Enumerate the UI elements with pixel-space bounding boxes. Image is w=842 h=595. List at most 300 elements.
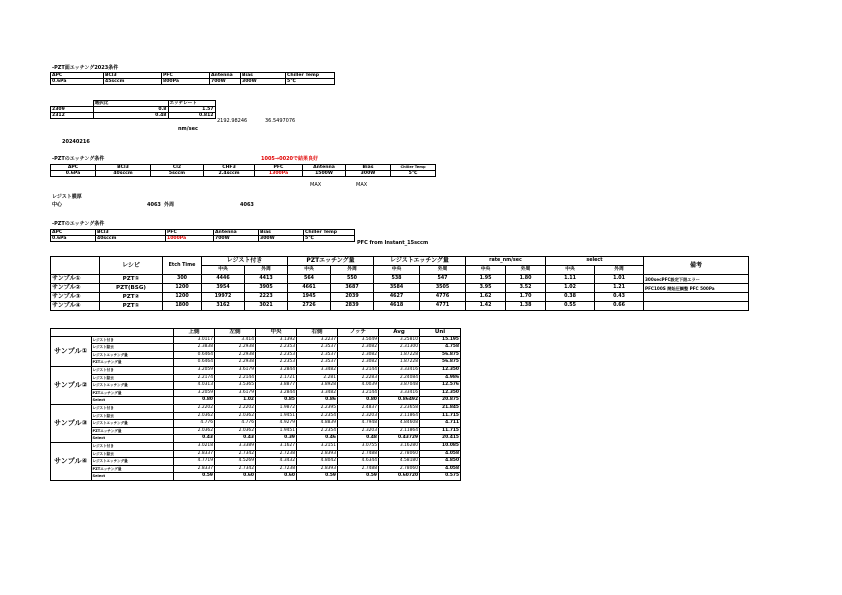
value-cell: 1.9451 <box>256 427 297 435</box>
cell: PZT(BSG) <box>100 284 163 293</box>
cell: 300W <box>259 236 304 242</box>
value-cell: 4.711 <box>420 420 461 428</box>
value-cell: 2.11864 <box>379 427 420 435</box>
cell: 4413 <box>245 275 288 284</box>
value-cell: 2.1721 <box>256 374 297 382</box>
cell: CHF3 <box>204 165 255 171</box>
header-etch-time: Etch Time <box>163 257 202 275</box>
value-cell: 2.0362 <box>215 412 256 420</box>
header-cell: 上側 <box>174 329 215 337</box>
measurement-row <box>51 412 461 420</box>
cell: 2309 <box>51 107 94 113</box>
block4-note: PFC from Instant_15sccm <box>357 240 429 246</box>
cell: 3021 <box>245 302 288 311</box>
value-cell: 0.86 <box>297 397 338 405</box>
measurement-row <box>51 465 461 473</box>
row-label: レジストエッチング量 <box>91 458 174 466</box>
header-cell: 左側 <box>215 329 256 337</box>
row-label: レジストエッチング量 <box>91 351 174 359</box>
value-cell: 10.085 <box>420 442 461 450</box>
cell: 選択比 <box>93 101 168 107</box>
cell: 3.95 <box>466 284 506 293</box>
value-cell: 3.1392 <box>256 336 297 344</box>
value-cell: 3.16280 <box>379 442 420 450</box>
cell: PFC <box>166 230 214 236</box>
header-group: rate_nm/sec <box>466 257 546 266</box>
cell: 中央 <box>546 266 595 275</box>
max-label-2: MAX <box>356 182 368 188</box>
value-cell: 4.84608 <box>379 420 420 428</box>
value-cell: 3.5365 <box>215 382 256 390</box>
cell: PZT① <box>100 302 163 311</box>
header-group: select <box>546 257 644 266</box>
block2-table <box>50 100 216 119</box>
value-cell: 0.575 <box>420 473 461 481</box>
cell: Chiller Temp <box>304 230 355 236</box>
cell <box>644 293 749 302</box>
side-value-1: 2192.98246 <box>217 118 248 124</box>
cell: 0.812 <box>168 113 215 119</box>
value-cell: 2.2202 <box>174 404 215 412</box>
cell <box>91 329 174 337</box>
cell: 45sccm <box>104 79 162 85</box>
value-cell: 0.6464 <box>174 351 215 359</box>
header-cell: Uni <box>420 329 461 337</box>
cell: 1.80 <box>506 275 546 284</box>
cell: サンプル① <box>51 275 100 284</box>
value-cell: 3.5049 <box>338 336 379 344</box>
cell: 0.6Pa <box>51 79 104 85</box>
cell: 3505 <box>420 284 466 293</box>
cell: 2312 <box>51 113 94 119</box>
block1-table <box>50 72 335 85</box>
value-cell: 2.8393 <box>297 465 338 473</box>
value-cell: 2.2354 <box>297 427 338 435</box>
row-label: Select <box>91 435 174 443</box>
value-cell: 2.8393 <box>297 450 338 458</box>
cell: 300W <box>346 171 391 177</box>
cell: 1200 <box>163 293 202 302</box>
cell <box>51 257 100 275</box>
cell: PZT② <box>100 293 163 302</box>
value-cell: 2.7342 <box>215 465 256 473</box>
value-cell: 2.3838 <box>174 344 215 352</box>
cell: 5℃ <box>286 79 335 85</box>
cell: 4618 <box>374 302 420 311</box>
value-cell: 0.39 <box>256 435 297 443</box>
value-cell: 15.195 <box>420 336 461 344</box>
cell: 0.55 <box>546 302 595 311</box>
value-cell: 3.33416 <box>379 389 420 397</box>
cell: 0.66 <box>595 302 644 311</box>
value-cell: 4.9279 <box>256 420 297 428</box>
value-cell: 2.281 <box>297 374 338 382</box>
row-label: レジスト付き <box>91 404 174 412</box>
value-cell: 3.0755 <box>338 442 379 450</box>
value-cell: 0.43 <box>215 435 256 443</box>
value-cell: 2.8337 <box>174 450 215 458</box>
value-cell: 3.8928 <box>297 382 338 390</box>
cell: 2039 <box>331 293 374 302</box>
block3-table <box>50 164 436 177</box>
value-cell: 3.414 <box>215 336 256 344</box>
cell: Cl2 <box>151 165 204 171</box>
measurement-body <box>51 336 461 480</box>
cell: 1.11 <box>546 275 595 284</box>
summary-row <box>51 302 749 311</box>
value-cell: 1.87228 <box>379 351 420 359</box>
side-value-2: 36.5497076 <box>265 118 296 124</box>
value-cell: 4.986 <box>420 374 461 382</box>
cell: サンプル② <box>51 284 100 293</box>
cell: 中央 <box>288 266 331 275</box>
value-cell: 2.7342 <box>215 450 256 458</box>
cell: Bias <box>346 165 391 171</box>
value-cell: 21.845 <box>420 404 461 412</box>
summary-row <box>51 293 749 302</box>
cell: 0.6Pa <box>51 236 96 242</box>
value-cell: 1.9872 <box>256 404 297 412</box>
cell: 700W <box>214 236 259 242</box>
cell: Bias <box>241 73 286 79</box>
cell: 4661 <box>288 284 331 293</box>
cell: 2726 <box>288 302 331 311</box>
cell: 外周 <box>331 266 374 275</box>
cell: 564 <box>288 275 331 284</box>
summary-table <box>50 256 749 311</box>
cell: 1.62 <box>466 293 506 302</box>
header-group: PZTエッチング量 <box>288 257 374 266</box>
value-cell: 2.2353 <box>256 351 297 359</box>
row-label: Select <box>91 397 174 405</box>
value-cell: 2.11864 <box>379 412 420 420</box>
cell: 5℃ <box>391 171 436 177</box>
cell: 4776 <box>420 293 466 302</box>
cell: 1.01 <box>595 275 644 284</box>
value-cell: 12.350 <box>420 389 461 397</box>
cell: Antenna <box>210 73 241 79</box>
value-cell: 0.59 <box>338 473 379 481</box>
value-cell: 3.2059 <box>174 366 215 374</box>
cell: 0.8 <box>93 107 168 113</box>
cell: 0.6Pa <box>51 171 96 177</box>
cell: 外周 <box>506 266 546 275</box>
value-cell: 0.48 <box>338 435 379 443</box>
cell: 1800 <box>163 302 202 311</box>
value-cell: 4.58180 <box>379 458 420 466</box>
value-cell: 2.2174 <box>174 374 215 382</box>
max-label-1: MAX <box>310 182 322 188</box>
value-cell: 2.0362 <box>215 427 256 435</box>
measurement-row <box>51 473 461 481</box>
row-label: PZTエッチング量 <box>91 465 174 473</box>
value-cell: 4.3432 <box>256 458 297 466</box>
cell: 2223 <box>245 293 288 302</box>
measurement-row <box>51 404 461 412</box>
cell: サンプル④ <box>51 302 100 311</box>
cell: エッチレート <box>168 101 215 107</box>
measurement-row <box>51 382 461 390</box>
value-cell: 3.33416 <box>379 366 420 374</box>
cell: サンプル③ <box>51 293 100 302</box>
value-cell: 0.46 <box>297 435 338 443</box>
value-cell: 2.7238 <box>256 465 297 473</box>
row-label: PZTエッチング量 <box>91 359 174 367</box>
cell: 700W <box>210 79 241 85</box>
cell: 中央 <box>466 266 506 275</box>
value-cell: 0.43 <box>174 435 215 443</box>
cell <box>51 329 92 337</box>
value-cell: 2.2354 <box>297 412 338 420</box>
value-cell: 3.2151 <box>297 442 338 450</box>
value-cell: 2.3082 <box>338 344 379 352</box>
value-cell: 3.2144 <box>338 366 379 374</box>
group-label: サンプル② <box>51 366 92 404</box>
resist-value1: 4063 <box>147 202 161 208</box>
cell: 300secPFC設定下限エラー <box>644 275 749 284</box>
cell: 1.95 <box>466 275 506 284</box>
value-cell: 0.80 <box>174 397 215 405</box>
group-label: サンプル① <box>51 336 92 366</box>
value-cell: 2.2938 <box>215 359 256 367</box>
measurement-row <box>51 351 461 359</box>
measurement-row <box>51 420 461 428</box>
row-label: レジスト付き <box>91 366 174 374</box>
value-cell: 2.2283 <box>338 374 379 382</box>
value-cell: 2.2353 <box>256 359 297 367</box>
value-cell: 2.7488 <box>338 465 379 473</box>
row-label: レジスト除去 <box>91 450 174 458</box>
summary-row <box>51 275 749 284</box>
value-cell: 4.0039 <box>338 382 379 390</box>
value-cell: 2.7488 <box>338 450 379 458</box>
value-cell: 3.2237 <box>297 336 338 344</box>
value-cell: 2.3082 <box>338 359 379 367</box>
cell <box>644 302 749 311</box>
value-cell: 4.776 <box>215 420 256 428</box>
resist-label: 中心 <box>52 202 63 208</box>
value-cell: 11.715 <box>420 427 461 435</box>
value-cell: 0.59 <box>297 473 338 481</box>
cell: 5sccm <box>151 171 204 177</box>
header-cell: ノッチ <box>338 329 379 337</box>
value-cell: 12.350 <box>420 366 461 374</box>
cell: BCl3 <box>96 165 151 171</box>
value-cell: 56.875 <box>420 351 461 359</box>
cell: 3584 <box>374 284 420 293</box>
cell: 3905 <box>245 284 288 293</box>
value-cell: 4.8839 <box>297 420 338 428</box>
cell: 2.4sccm <box>204 171 255 177</box>
measurement-row <box>51 397 461 405</box>
value-cell: 4.776 <box>174 420 215 428</box>
cell: 0.48 <box>93 113 168 119</box>
measurement-row <box>51 442 461 450</box>
cell: 4771 <box>420 302 466 311</box>
row-label: レジスト付き <box>91 442 174 450</box>
value-cell: 2.3537 <box>297 359 338 367</box>
measurement-row <box>51 389 461 397</box>
value-cell: 4.8042 <box>297 458 338 466</box>
row-label: PZTエッチング量 <box>91 427 174 435</box>
cell: 0.43 <box>595 293 644 302</box>
cell: 外周 <box>595 266 644 275</box>
value-cell: 3.3482 <box>297 389 338 397</box>
value-cell: 56.875 <box>420 359 461 367</box>
measurement-row <box>51 374 461 382</box>
header-group: レジストエッチング量 <box>374 257 466 266</box>
header-cell: Avg <box>379 329 420 337</box>
value-cell: 2.7238 <box>256 450 297 458</box>
value-cell: 2.2202 <box>215 404 256 412</box>
value-cell: 4.7948 <box>338 420 379 428</box>
value-cell: 3.2144 <box>338 389 379 397</box>
cell: Chiller Temp <box>286 73 335 79</box>
value-cell: 3.25810 <box>379 336 420 344</box>
cell: APC <box>51 165 96 171</box>
summary-body <box>51 275 749 311</box>
cell: Chiller Temp <box>391 165 436 171</box>
value-cell: 0.60 <box>215 473 256 481</box>
cell: PFC <box>162 73 210 79</box>
cell: 547 <box>420 275 466 284</box>
value-cell: 2.2144 <box>215 374 256 382</box>
measurement-row <box>51 450 461 458</box>
cell: 1.02 <box>546 284 595 293</box>
value-cell: 4.058 <box>420 465 461 473</box>
value-cell: 2.23658 <box>379 404 420 412</box>
row-label: レジスト除去 <box>91 412 174 420</box>
header-note: 備考 <box>644 257 749 275</box>
value-cell: 1.87228 <box>379 359 420 367</box>
value-cell: 3.6179 <box>215 389 256 397</box>
cell: 2839 <box>331 302 374 311</box>
measurement-table <box>50 328 461 481</box>
measurement-row <box>51 344 461 352</box>
cell: 1.70 <box>506 293 546 302</box>
cell: 300W <box>241 79 286 85</box>
value-cell: 2.3537 <box>297 351 338 359</box>
unit-label: nm/sec <box>178 126 198 132</box>
cell: 3954 <box>202 284 245 293</box>
value-cell: 3.0117 <box>174 336 215 344</box>
cell: 5℃ <box>304 236 355 242</box>
cell: 550 <box>331 275 374 284</box>
row-label: レジストエッチング量 <box>91 382 174 390</box>
cell: 1300Pa <box>255 171 303 177</box>
cell: 40sccm <box>96 236 166 242</box>
value-cell: 0.60720 <box>379 473 420 481</box>
cell: 1.57 <box>168 107 215 113</box>
cell: 0.38 <box>546 293 595 302</box>
value-cell: 2.4837 <box>338 404 379 412</box>
value-cell: 3.8877 <box>256 382 297 390</box>
cell: 1.21 <box>595 284 644 293</box>
value-cell: 4.758 <box>420 344 461 352</box>
block4-table <box>50 229 355 242</box>
cell: 1945 <box>288 293 331 302</box>
measurement-row <box>51 458 461 466</box>
value-cell: 20.415 <box>420 435 461 443</box>
value-cell: 2.0362 <box>174 427 215 435</box>
value-cell: 3.2059 <box>174 389 215 397</box>
group-label: サンプル④ <box>51 442 92 480</box>
value-cell: 11.715 <box>420 412 461 420</box>
cell: Antenna <box>214 230 259 236</box>
cell: Antenna <box>303 165 346 171</box>
resist-value2: 4063 <box>240 202 254 208</box>
header-group: レジスト付き <box>202 257 288 266</box>
value-cell: 4.0313 <box>174 382 215 390</box>
row-label: レジスト除去 <box>91 374 174 382</box>
value-cell: 2.3203 <box>338 412 379 420</box>
cell: APC <box>51 230 96 236</box>
value-cell: 3.2844 <box>256 389 297 397</box>
value-cell: 2.3203 <box>338 427 379 435</box>
block3-note: 1005→0020で結果良好 <box>261 156 319 162</box>
block1-title: -PZT面エッチング2023条件 <box>52 65 119 71</box>
cell: 外周 <box>245 266 288 275</box>
cell: 19972 <box>202 293 245 302</box>
cell: 外周 <box>420 266 466 275</box>
cell: PZT① <box>100 275 163 284</box>
value-cell: 0.80 <box>338 397 379 405</box>
value-cell: 0.86492 <box>379 397 420 405</box>
cell: 1.42 <box>466 302 506 311</box>
row-label: レジスト付き <box>91 336 174 344</box>
cell: 800Pa <box>162 79 210 85</box>
header-cell: 右側 <box>297 329 338 337</box>
header-recipe: レシピ <box>100 257 163 275</box>
row-label: PZTエッチング量 <box>91 389 174 397</box>
value-cell: 4.5269 <box>215 458 256 466</box>
value-cell: 2.3082 <box>338 351 379 359</box>
cell: 3.52 <box>506 284 546 293</box>
measurement-row <box>51 366 461 374</box>
row-label: Select <box>91 473 174 481</box>
value-cell: 3.3482 <box>297 366 338 374</box>
value-cell: 3.87048 <box>379 382 420 390</box>
cell: 1.38 <box>506 302 546 311</box>
value-cell: 2.24084 <box>379 374 420 382</box>
cell: 538 <box>374 275 420 284</box>
value-cell: 2.78060 <box>379 465 420 473</box>
cell: 4627 <box>374 293 420 302</box>
value-cell: 12.576 <box>420 382 461 390</box>
value-cell: 0.60 <box>256 473 297 481</box>
measurement-row <box>51 336 461 344</box>
value-cell: 3.1627 <box>256 442 297 450</box>
value-cell: 1.02 <box>215 397 256 405</box>
value-cell: 2.2938 <box>215 344 256 352</box>
block3-title: -PZTのエッチング条件 <box>52 156 105 162</box>
value-cell: 4.7719 <box>174 458 215 466</box>
cell: 中央 <box>202 266 245 275</box>
row-label: レジストエッチング量 <box>91 420 174 428</box>
row-label: レジスト除去 <box>91 344 174 352</box>
value-cell: 0.43729 <box>379 435 420 443</box>
cell: 1000Pa <box>166 236 214 242</box>
cell: 3687 <box>331 284 374 293</box>
measurement-row <box>51 435 461 443</box>
cell: APC <box>51 73 104 79</box>
cell: 40sccm <box>96 171 151 177</box>
value-cell: 0.59 <box>174 473 215 481</box>
value-cell: 2.0362 <box>174 412 215 420</box>
value-cell: 2.31300 <box>379 344 420 352</box>
value-cell: 4.850 <box>420 458 461 466</box>
cell: PFC100S 開始圧調整 PFC 500Pa <box>644 284 749 293</box>
